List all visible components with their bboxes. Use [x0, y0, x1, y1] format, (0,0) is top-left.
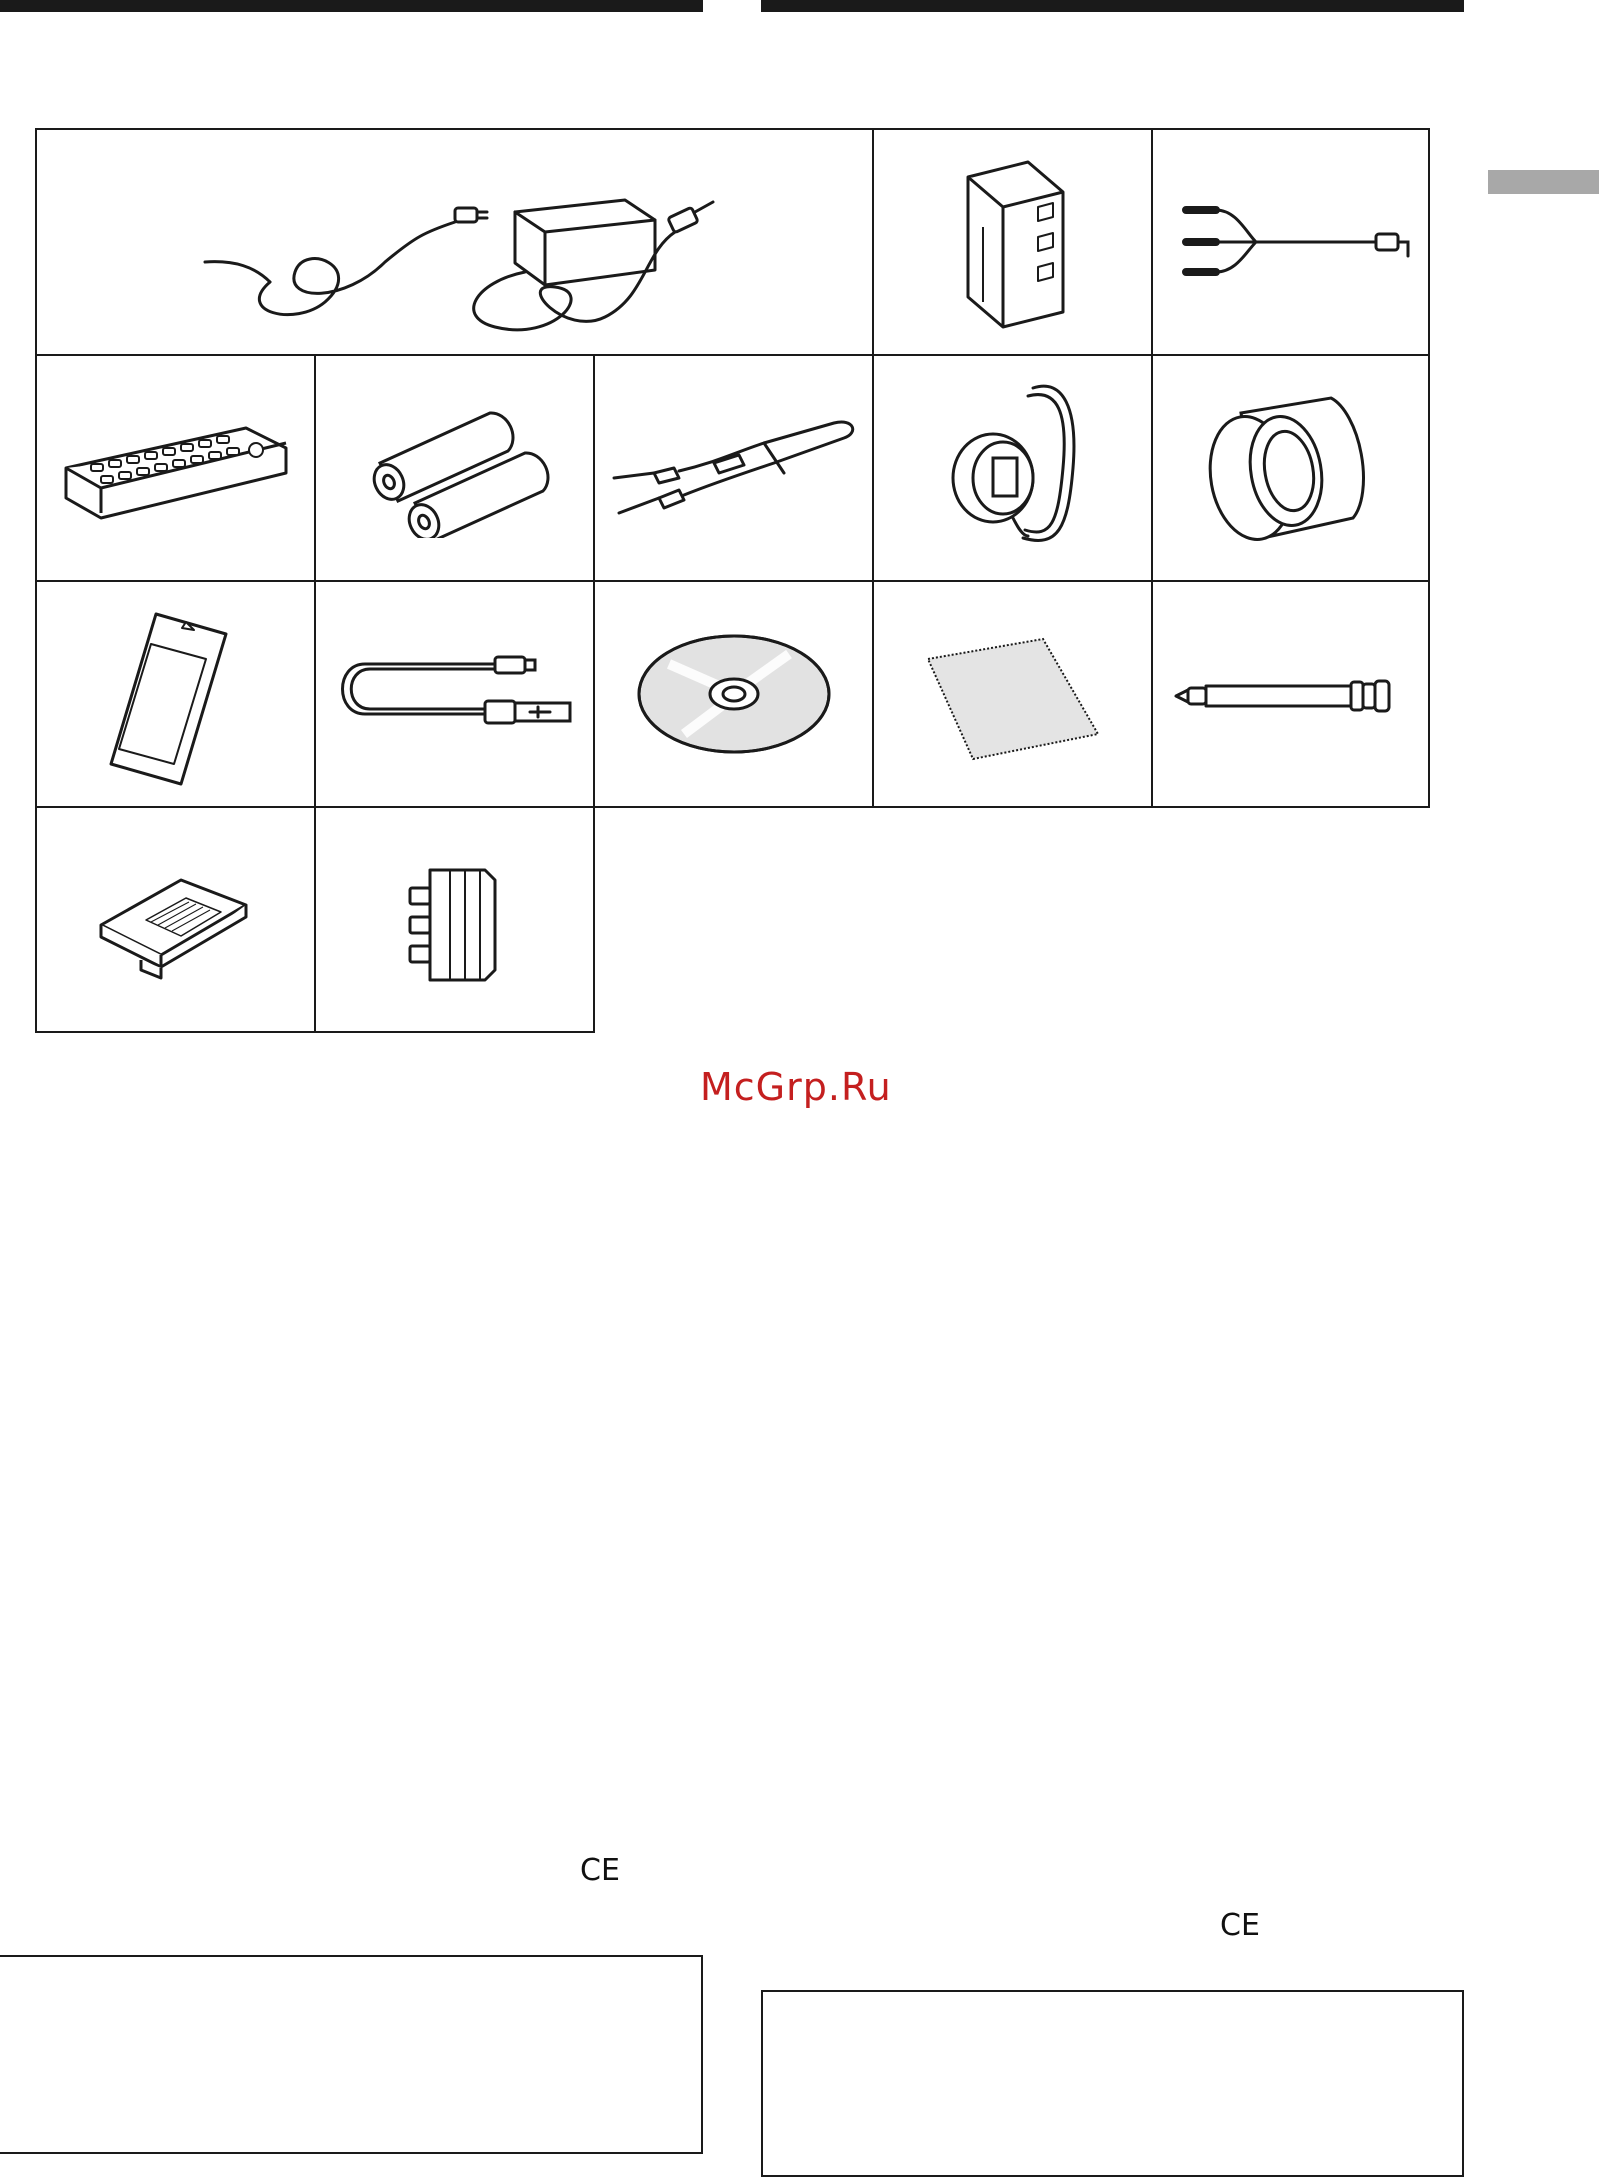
- header-rule-left: [0, 0, 703, 12]
- shoe-cap-icon: [86, 860, 266, 980]
- cell-lens-cap: [872, 354, 1153, 582]
- cell-ac-adaptor: [35, 128, 874, 356]
- av-cable-icon: [1166, 172, 1416, 312]
- cell-stylus-pen: [1151, 580, 1430, 808]
- cell-av-cable: [1151, 128, 1430, 356]
- remote-control-icon: [51, 398, 301, 538]
- strap-icon: [604, 403, 864, 533]
- batteries-icon: [345, 398, 565, 538]
- cell-aa-batteries: [314, 354, 595, 582]
- lens-cap-icon: [913, 368, 1113, 568]
- section-tab-marker: [1488, 170, 1599, 194]
- lens-hood-icon: [1191, 373, 1391, 563]
- cell-cd-rom: [593, 580, 874, 808]
- battery-pack-icon: [943, 147, 1083, 337]
- cell-shoe-cap: [35, 806, 316, 1033]
- cell-battery-pack: [872, 128, 1153, 356]
- ce-mark-right: CE: [1220, 1908, 1260, 1943]
- memory-card-icon: [96, 594, 256, 794]
- cloth-icon: [913, 619, 1113, 769]
- ac-adaptor-icon: [175, 142, 735, 342]
- note-box-right: [761, 1990, 1464, 2177]
- cell-shoulder-strap: [593, 354, 874, 582]
- watermark: McGrp.Ru: [700, 1065, 892, 1109]
- cell-memory-stick: [35, 580, 316, 808]
- accessories-grid: [35, 128, 1430, 1033]
- cd-icon: [629, 624, 839, 764]
- cell-lens-hood: [1151, 354, 1430, 582]
- ce-mark-left: CE: [580, 1853, 620, 1888]
- note-box-left: [0, 1955, 703, 2154]
- cell-cleaning-cloth: [872, 580, 1153, 808]
- cell-usb-cable: [314, 580, 595, 808]
- stylus-icon: [1166, 664, 1416, 724]
- cell-wireless-remote: [35, 354, 316, 582]
- usb-cable-icon: [325, 639, 585, 749]
- scart-adaptor-icon: [390, 850, 520, 990]
- cell-scart-adaptor: [314, 806, 595, 1033]
- header-rule-right: [761, 0, 1464, 12]
